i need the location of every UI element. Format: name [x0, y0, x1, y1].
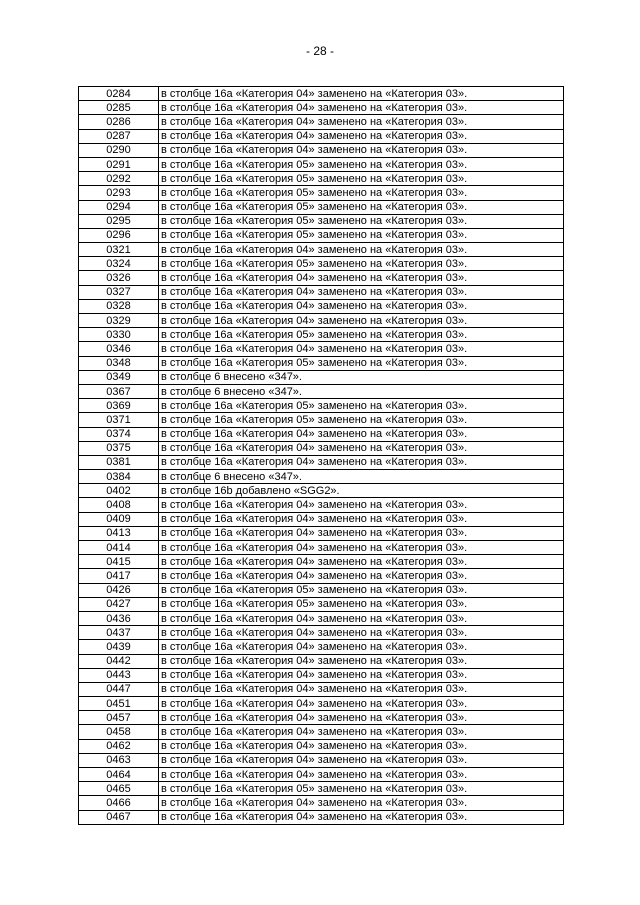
entry-code: 0292 — [79, 172, 159, 186]
table-row — [79, 455, 564, 469]
entry-amendment-text: в столбце 16a «Категория 04» заменено на «Категория 03». — [159, 611, 564, 625]
entry-amendment-text: в столбце 16a «Категория 05» заменено на «Категория 03». — [159, 186, 564, 200]
entry-code: 0413 — [79, 526, 159, 540]
entry-code: 0290 — [79, 143, 159, 157]
entry-amendment-text: в столбце 16a «Категория 04» заменено на «Категория 03». — [159, 682, 564, 696]
entry-code: 0287 — [79, 129, 159, 143]
table-row — [79, 370, 564, 384]
entry-code: 0324 — [79, 257, 159, 271]
table-row — [79, 654, 564, 668]
entry-code: 0328 — [79, 299, 159, 313]
entry-code: 0367 — [79, 384, 159, 398]
amendments-table-body — [79, 87, 564, 825]
entry-amendment-text: в столбце 16a «Категория 04» заменено на «Категория 03». — [159, 626, 564, 640]
entry-amendment-text: в столбце 16a «Категория 04» заменено на «Категория 03». — [159, 711, 564, 725]
entry-code: 0286 — [79, 115, 159, 129]
entry-code: 0369 — [79, 399, 159, 413]
entry-code: 0346 — [79, 342, 159, 356]
entry-amendment-text: в столбце 16a «Категория 05» заменено на «Категория 03». — [159, 257, 564, 271]
table-row — [79, 186, 564, 200]
entry-amendment-text: в столбце 16a «Категория 05» заменено на «Категория 03». — [159, 356, 564, 370]
table-row — [79, 668, 564, 682]
entry-code: 0384 — [79, 470, 159, 484]
entry-amendment-text: в столбце 16a «Категория 04» заменено на «Категория 03». — [159, 697, 564, 711]
entry-code: 0296 — [79, 228, 159, 242]
entry-amendment-text: в столбце 16a «Категория 04» заменено на «Категория 03». — [159, 342, 564, 356]
entry-code: 0466 — [79, 796, 159, 810]
entry-code: 0451 — [79, 697, 159, 711]
table-row — [79, 257, 564, 271]
table-row — [79, 441, 564, 455]
entry-code: 0439 — [79, 640, 159, 654]
table-row — [79, 299, 564, 313]
entry-code: 0291 — [79, 157, 159, 171]
entry-code: 0329 — [79, 314, 159, 328]
table-row — [79, 101, 564, 115]
entry-code: 0381 — [79, 455, 159, 469]
entry-code: 0294 — [79, 200, 159, 214]
entry-code: 0284 — [79, 87, 159, 101]
entry-amendment-text: в столбце 16a «Категория 04» заменено на «Категория 03». — [159, 101, 564, 115]
entry-code: 0447 — [79, 682, 159, 696]
entry-amendment-text: в столбце 16a «Категория 04» заменено на «Категория 03». — [159, 441, 564, 455]
table-row — [79, 143, 564, 157]
entry-amendment-text: в столбце 16a «Категория 04» заменено на «Категория 03». — [159, 739, 564, 753]
entry-amendment-text: в столбце 16a «Категория 05» заменено на «Категория 03». — [159, 597, 564, 611]
entry-amendment-text: в столбце 16a «Категория 05» заменено на «Категория 03». — [159, 413, 564, 427]
entry-amendment-text: в столбце 16a «Категория 04» заменено на «Категория 03». — [159, 569, 564, 583]
table-row — [79, 569, 564, 583]
entry-amendment-text: в столбце 16a «Категория 04» заменено на «Категория 03». — [159, 526, 564, 540]
table-row — [79, 711, 564, 725]
entry-amendment-text: в столбце 16a «Категория 05» заменено на «Категория 03». — [159, 200, 564, 214]
entry-amendment-text: в столбце 6 внесено «347». — [159, 370, 564, 384]
entry-code: 0295 — [79, 214, 159, 228]
entry-amendment-text: в столбце 16a «Категория 05» заменено на «Категория 03». — [159, 583, 564, 597]
entry-amendment-text: в столбце 16a «Категория 04» заменено на «Категория 03». — [159, 796, 564, 810]
entry-amendment-text: в столбце 16a «Категория 04» заменено на «Категория 03». — [159, 143, 564, 157]
table-row — [79, 200, 564, 214]
entry-code: 0409 — [79, 512, 159, 526]
entry-amendment-text: в столбце 16a «Категория 04» заменено на «Категория 03». — [159, 271, 564, 285]
entry-amendment-text: в столбце 16a «Категория 04» заменено на «Категория 03». — [159, 427, 564, 441]
entry-code: 0465 — [79, 782, 159, 796]
table-row — [79, 384, 564, 398]
table-row — [79, 555, 564, 569]
entry-amendment-text: в столбце 16a «Категория 04» заменено на «Категория 03». — [159, 654, 564, 668]
entry-code: 0321 — [79, 243, 159, 257]
entry-amendment-text: в столбце 6 внесено «347». — [159, 470, 564, 484]
entry-amendment-text: в столбце 6 внесено «347». — [159, 384, 564, 398]
entry-code: 0371 — [79, 413, 159, 427]
table-row — [79, 768, 564, 782]
table-row — [79, 512, 564, 526]
table-row — [79, 172, 564, 186]
entry-amendment-text: в столбце 16a «Категория 05» заменено на «Категория 03». — [159, 172, 564, 186]
entry-amendment-text: в столбце 16a «Категория 04» заменено на «Категория 03». — [159, 555, 564, 569]
table-row — [79, 157, 564, 171]
table-row — [79, 782, 564, 796]
entry-amendment-text: в столбце 16a «Категория 04» заменено на «Категория 03». — [159, 768, 564, 782]
table-row — [79, 597, 564, 611]
entry-amendment-text: в столбце 16a «Категория 04» заменено на «Категория 03». — [159, 87, 564, 101]
table-row — [79, 399, 564, 413]
entry-amendment-text: в столбце 16a «Категория 05» заменено на «Категория 03». — [159, 399, 564, 413]
table-row — [79, 413, 564, 427]
entry-code: 0285 — [79, 101, 159, 115]
entry-code: 0408 — [79, 498, 159, 512]
table-row — [79, 583, 564, 597]
table-row — [79, 796, 564, 810]
entry-code: 0293 — [79, 186, 159, 200]
entry-code: 0402 — [79, 484, 159, 498]
table-row — [79, 697, 564, 711]
table-row — [79, 427, 564, 441]
entry-amendment-text: в столбце 16a «Категория 04» заменено на «Категория 03». — [159, 115, 564, 129]
entry-code: 0443 — [79, 668, 159, 682]
table-row — [79, 470, 564, 484]
entry-amendment-text: в столбце 16b добавлено «SGG2». — [159, 484, 564, 498]
entry-code: 0414 — [79, 541, 159, 555]
entry-amendment-text: в столбце 16a «Категория 05» заменено на «Категория 03». — [159, 782, 564, 796]
table-row — [79, 611, 564, 625]
entry-amendment-text: в столбце 16a «Категория 04» заменено на «Категория 03». — [159, 541, 564, 555]
entry-amendment-text: в столбце 16a «Категория 05» заменено на «Категория 03». — [159, 214, 564, 228]
entry-amendment-text: в столбце 16a «Категория 04» заменено на «Категория 03». — [159, 285, 564, 299]
table-row — [79, 243, 564, 257]
entry-amendment-text: в столбце 16a «Категория 05» заменено на «Категория 03». — [159, 228, 564, 242]
table-row — [79, 810, 564, 824]
entry-code: 0463 — [79, 753, 159, 767]
table-row — [79, 271, 564, 285]
table-row — [79, 285, 564, 299]
entry-code: 0462 — [79, 739, 159, 753]
entry-amendment-text: в столбце 16a «Категория 04» заменено на «Категория 03». — [159, 299, 564, 313]
entry-code: 0374 — [79, 427, 159, 441]
table-row — [79, 498, 564, 512]
table-row — [79, 626, 564, 640]
entry-code: 0427 — [79, 597, 159, 611]
table-row — [79, 682, 564, 696]
table-row — [79, 541, 564, 555]
page-number: - 28 - — [305, 44, 334, 58]
entry-amendment-text: в столбце 16a «Категория 04» заменено на «Категория 03». — [159, 455, 564, 469]
table-row — [79, 87, 564, 101]
table-row — [79, 129, 564, 143]
table-row — [79, 739, 564, 753]
table-row — [79, 725, 564, 739]
table-row — [79, 484, 564, 498]
table-row — [79, 640, 564, 654]
entry-amendment-text: в столбце 16a «Категория 04» заменено на «Категория 03». — [159, 498, 564, 512]
entry-code: 0458 — [79, 725, 159, 739]
entry-code: 0330 — [79, 328, 159, 342]
entry-code: 0348 — [79, 356, 159, 370]
entry-code: 0326 — [79, 271, 159, 285]
table-row — [79, 356, 564, 370]
entry-code: 0426 — [79, 583, 159, 597]
entry-amendment-text: в столбце 16a «Категория 04» заменено на «Категория 03». — [159, 810, 564, 824]
table-row — [79, 115, 564, 129]
entry-amendment-text: в столбце 16a «Категория 04» заменено на «Категория 03». — [159, 753, 564, 767]
entry-amendment-text: в столбце 16a «Категория 04» заменено на «Категория 03». — [159, 243, 564, 257]
table-row — [79, 328, 564, 342]
entry-code: 0442 — [79, 654, 159, 668]
entry-amendment-text: в столбце 16a «Категория 04» заменено на «Категория 03». — [159, 129, 564, 143]
amendments-table — [78, 86, 564, 825]
entry-code: 0457 — [79, 711, 159, 725]
entry-amendment-text: в столбце 16a «Категория 04» заменено на «Категория 03». — [159, 668, 564, 682]
entry-code: 0417 — [79, 569, 159, 583]
entry-amendment-text: в столбце 16a «Категория 04» заменено на «Категория 03». — [159, 512, 564, 526]
entry-code: 0375 — [79, 441, 159, 455]
table-row — [79, 214, 564, 228]
entry-code: 0436 — [79, 611, 159, 625]
table-row — [79, 342, 564, 356]
entry-amendment-text: в столбце 16a «Категория 05» заменено на «Категория 03». — [159, 328, 564, 342]
entry-code: 0467 — [79, 810, 159, 824]
table-row — [79, 228, 564, 242]
entry-code: 0327 — [79, 285, 159, 299]
entry-amendment-text: в столбце 16a «Категория 04» заменено на «Категория 03». — [159, 314, 564, 328]
table-row — [79, 314, 564, 328]
entry-code: 0437 — [79, 626, 159, 640]
table-row — [79, 526, 564, 540]
entry-code: 0415 — [79, 555, 159, 569]
entry-code: 0464 — [79, 768, 159, 782]
entry-code: 0349 — [79, 370, 159, 384]
entry-amendment-text: в столбце 16a «Категория 05» заменено на «Категория 03». — [159, 157, 564, 171]
table-row — [79, 753, 564, 767]
entry-amendment-text: в столбце 16a «Категория 04» заменено на «Категория 03». — [159, 640, 564, 654]
entry-amendment-text: в столбце 16a «Категория 04» заменено на «Категория 03». — [159, 725, 564, 739]
